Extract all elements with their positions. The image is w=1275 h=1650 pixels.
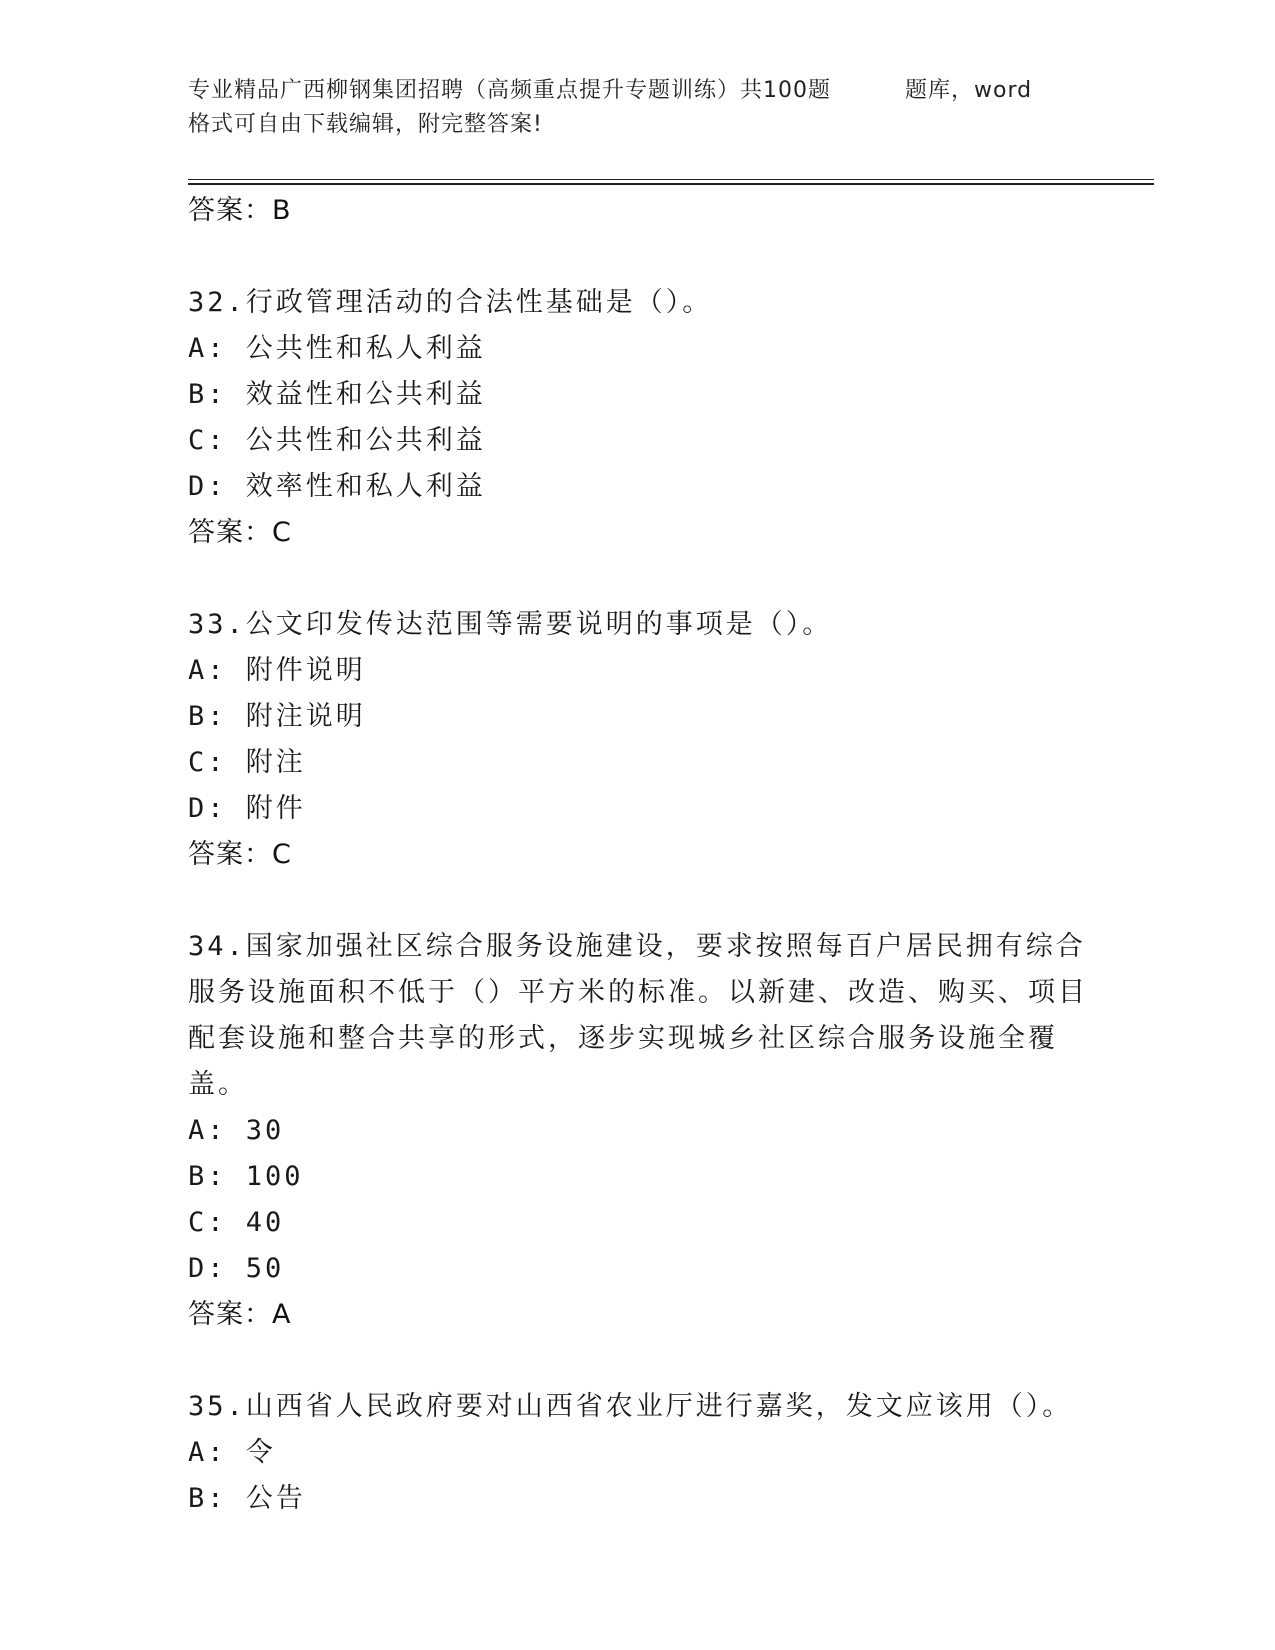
question-34 [188,924,1088,1338]
question-text: 32.行政管理活动的合法性基础是（）。 [188,287,713,318]
header-line-1 [188,74,1088,108]
option-a: A: 公共性和私人利益 [188,333,486,364]
answer-line: 答案：A [188,1299,292,1330]
question-text: 35.山西省人民政府要对山西省农业厅进行嘉奖，发文应该用（）。 [188,1391,1073,1422]
question-35 [188,1384,1088,1522]
answer-line: 答案：C [188,517,292,548]
question-text: 33.公文印发传达范围等需要说明的事项是（）。 [188,609,833,640]
answer-line: 答案：B [188,195,292,226]
header-divider-thin [188,179,1154,180]
option-d: D: 附件 [188,793,306,824]
question-list [188,188,1088,1522]
header-line-2: 格式可自由下载编辑，附完整答案! [188,112,543,137]
option-d: D: 50 [188,1253,285,1284]
option-b: B: 附注说明 [188,701,366,732]
option-a: A: 30 [188,1115,285,1146]
header-divider-thick [188,183,1154,185]
header-suffix: 题库，word [905,78,1033,103]
question-text: 34.国家加强社区综合服务设施建设，要求按照每百户居民拥有综合服务设施面积不低于（）平方米的标准。以新建、改造、购买、项目配套设施和整合共享的形式，逐步实现城乡社区综合服务设施全覆盖。 [188,931,1088,1100]
option-c: C: 公共性和公共利益 [188,425,486,456]
header-title: 专业精品广西柳钢集团招聘（高频重点提升专题训练）共100题 [188,78,831,103]
option-c: C: 40 [188,1207,285,1238]
option-a: A: 附件说明 [188,655,366,686]
question-32 [188,280,1088,556]
option-b: B: 效益性和公共利益 [188,379,486,410]
option-d: D: 效率性和私人利益 [188,471,486,502]
answer-line: 答案：C [188,839,292,870]
page-header [188,74,1088,142]
question-33 [188,602,1088,878]
option-a: A: 令 [188,1437,276,1468]
option-c: C: 附注 [188,747,306,778]
option-b: B: 公告 [188,1483,306,1514]
option-b: B: 100 [188,1161,304,1192]
